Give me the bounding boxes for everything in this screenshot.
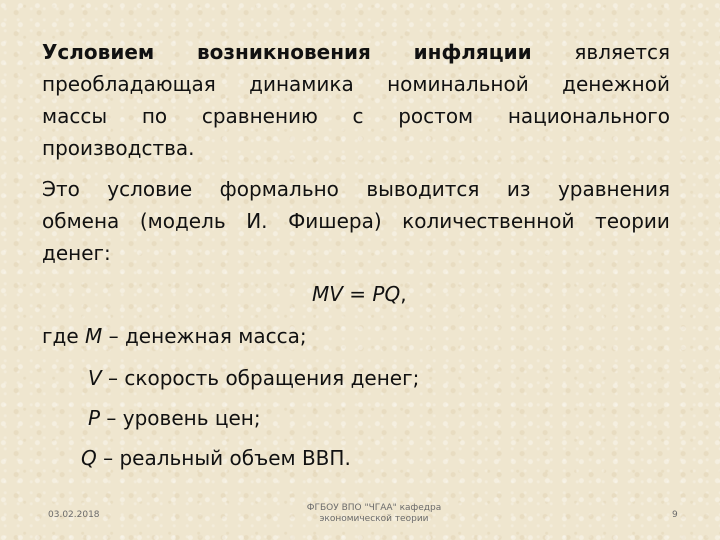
word: условие bbox=[107, 177, 193, 201]
word: ростом bbox=[398, 104, 474, 128]
word: массы bbox=[42, 104, 108, 128]
definition-v bbox=[88, 366, 419, 390]
word: номинальной bbox=[387, 72, 529, 96]
paragraph-1-line-3 bbox=[42, 104, 670, 128]
symbol-p: P bbox=[88, 406, 101, 430]
word: из bbox=[506, 177, 531, 201]
word: обмена bbox=[42, 209, 120, 233]
word: преобладающая bbox=[42, 72, 216, 96]
definition-m-text: – денежная масса; bbox=[102, 324, 307, 348]
word: Это bbox=[42, 177, 80, 201]
word: выводится bbox=[366, 177, 480, 201]
paragraph-1-line-1 bbox=[42, 40, 670, 64]
definition-m bbox=[42, 324, 307, 348]
word: по bbox=[141, 104, 168, 128]
paragraph-2-line-2 bbox=[42, 209, 670, 233]
footer-center-line-1: ФГБОУ ВПО "ЧГАА" кафедра bbox=[306, 503, 442, 513]
footer-organization bbox=[300, 503, 448, 540]
definition-intro: где bbox=[42, 324, 85, 348]
word: возникновения bbox=[196, 40, 371, 64]
symbol-q: Q bbox=[81, 446, 97, 470]
definition-v-text: – скорость обращения денег; bbox=[101, 366, 420, 390]
word: И. bbox=[246, 209, 268, 233]
word: количественной bbox=[402, 209, 575, 233]
formula-text: MV = PQ bbox=[312, 282, 401, 306]
paragraph-1-line-4: производства. bbox=[42, 136, 195, 160]
word: уравнения bbox=[557, 177, 670, 201]
formula-suffix: , bbox=[400, 282, 407, 306]
symbol-v: V bbox=[88, 366, 102, 390]
word: национального bbox=[507, 104, 670, 128]
word: (модель bbox=[139, 209, 226, 233]
definition-p bbox=[88, 406, 261, 430]
word: денежной bbox=[562, 72, 670, 96]
definition-q-text: – реальный объем ВВП. bbox=[96, 446, 351, 470]
word: сравнению bbox=[201, 104, 318, 128]
footer-date: 03.02.2018 bbox=[48, 510, 100, 520]
definition-p-text: – уровень цен; bbox=[100, 406, 261, 430]
paragraph-2-line-3: денег: bbox=[42, 241, 111, 265]
footer-center-line-2: экономической теории bbox=[319, 514, 429, 524]
word: Условием bbox=[42, 40, 155, 64]
equation-of-exchange bbox=[312, 282, 407, 306]
definition-q bbox=[81, 446, 351, 470]
word: инфляции bbox=[413, 40, 532, 64]
word: с bbox=[352, 104, 364, 128]
word: динамика bbox=[249, 72, 354, 96]
page-number: 9 bbox=[672, 510, 678, 520]
paragraph-1-line-2 bbox=[42, 72, 670, 96]
paragraph-2-line-1 bbox=[42, 177, 670, 201]
word: теории bbox=[595, 209, 670, 233]
symbol-m: M bbox=[85, 324, 103, 348]
word: является bbox=[574, 40, 670, 64]
word: формально bbox=[219, 177, 339, 201]
word: Фишера) bbox=[288, 209, 382, 233]
